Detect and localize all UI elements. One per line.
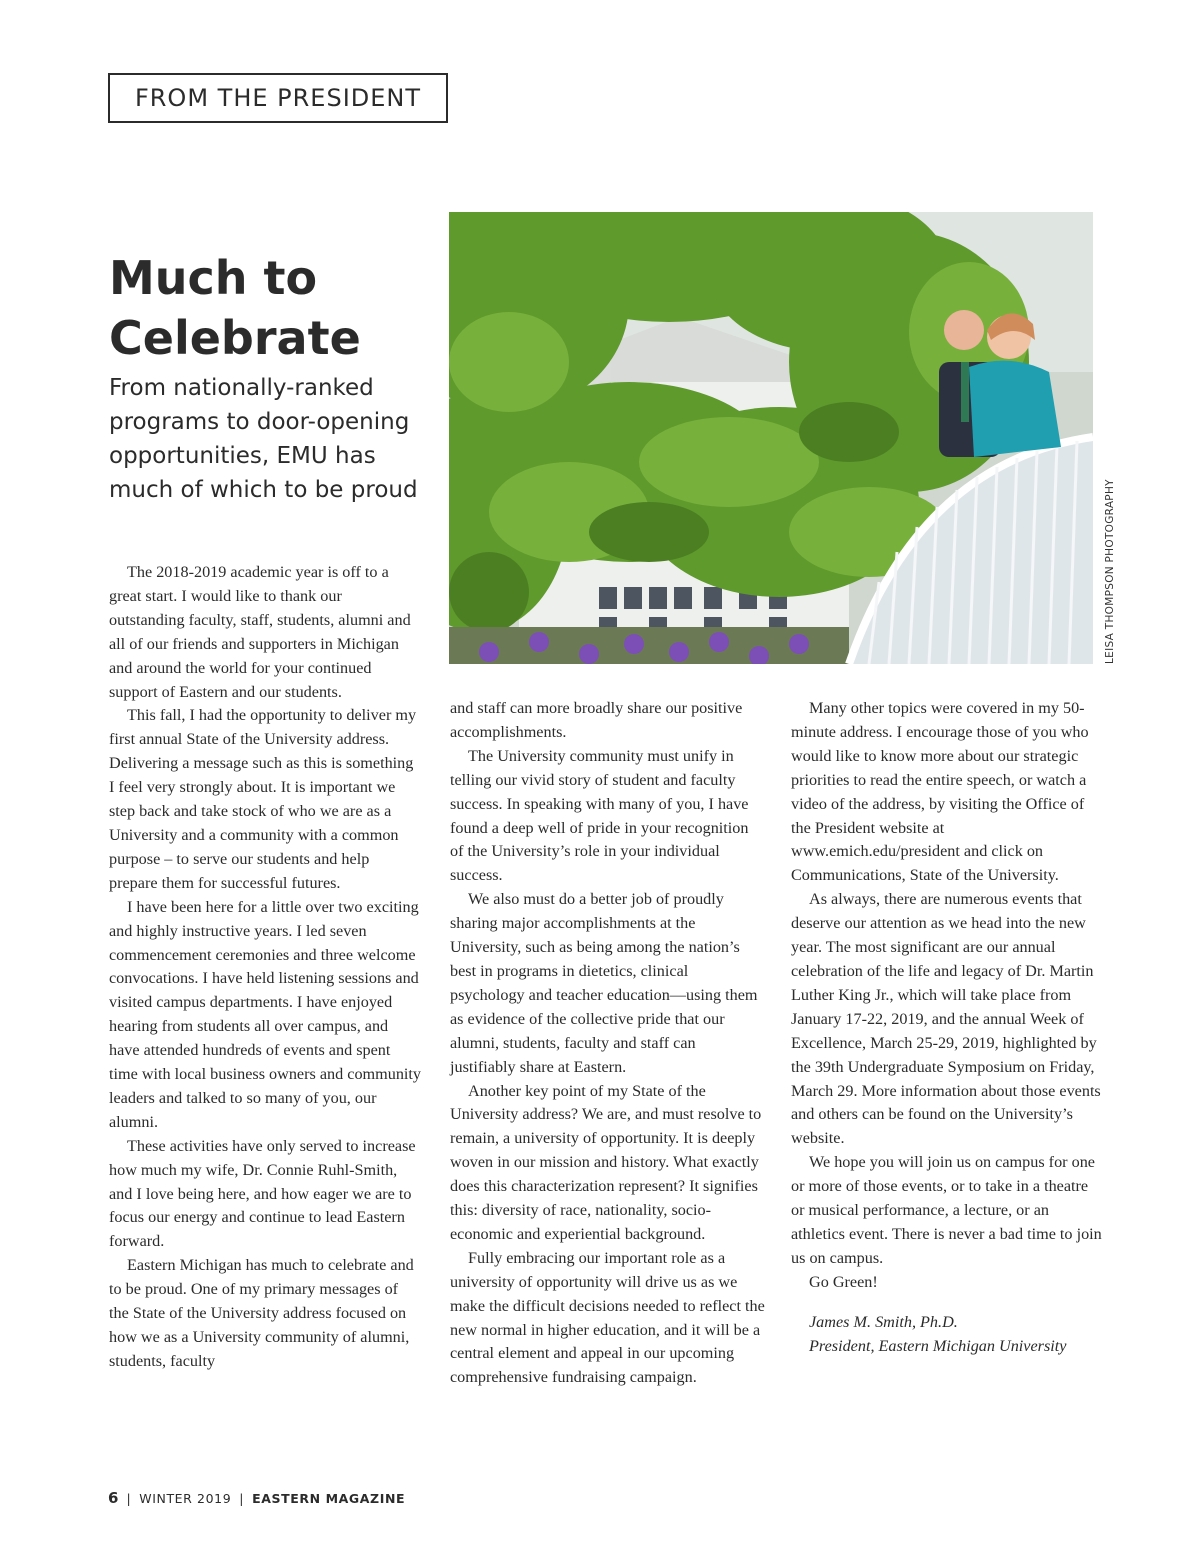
paragraph: These activities have only served to increase how much my wife, Dr. Connie Ruhl-Smith, and I love being here, and how eager we are to focus our energy and continue to lead Eastern forward. [109, 1136, 416, 1251]
photo-credit-text: LEISA THOMPSON PHOTOGRAPHY [1104, 479, 1116, 664]
issue-label: WINTER 2019 [139, 1491, 232, 1506]
headline: Much to Celebrate [109, 251, 361, 365]
signature-title: President, Eastern Michigan University [809, 1336, 1067, 1355]
footer-separator: | [239, 1491, 245, 1506]
paragraph: and staff can more broadly share our positive accomplishments. [450, 699, 743, 741]
section-label: FROM THE PRESIDENT [108, 73, 448, 123]
signature [791, 1311, 1103, 1359]
signature-name: James M. Smith, Ph.D. [809, 1312, 958, 1331]
article-column-3 [791, 697, 1103, 1358]
paragraph: Fully embracing our important role as a university of opportunity will drive us as we make the difficult decisions needed to reflect the new normal in higher education, and it will be a central element and appeal in our upcoming comprehensive fundraising campaign. [450, 1248, 765, 1387]
paragraph: Many other topics were covered in my 50-minute address. I encourage those of you who would like to know more about our strategic priorities to read the entire speech, or watch a video of the address, by visiting the Office of the President website at www.emich.edu/president and click on Communications, State of the University. [791, 699, 1089, 885]
paragraph: I have been here for a little over two exciting and highly instructive years. I led seven commencement ceremonies and three welcome convocations. I have held listening sessions and visited campus departments. I have enjoyed hearing from students all over campus, and have attended hundreds of events and spent time with local business owners and community leaders and talked to so many of you, our alumni. [109, 897, 422, 1131]
paragraph: Another key point of my State of the University address? We are, and must resolve to remain, a university of opportunity. It is deeply woven in our mission and history. What exactly does this characterization represent? It signifies this: diversity of race, nationality, socio-economic and experiential background. [450, 1081, 762, 1243]
page-footer [108, 1489, 405, 1507]
deck: From nationally-ranked programs to door-opening opportunities, EMU has much of which to be proud [109, 375, 418, 503]
paragraph: We also must do a better job of proudly sharing major accomplishments at the University, such as being among the nation’s best in programs in dietetics, clinical psychology and teacher education—using them as evidence of the collective pride that our alumni, students, faculty and staff can justifiably share at Eastern. [450, 890, 758, 1076]
paragraph: Eastern Michigan has much to celebrate and to be proud. One of my primary messages of the State of the University address focused on how we as a University community of alumni, students, faculty [109, 1256, 414, 1370]
paragraph: The 2018-2019 academic year is off to a great start. I would like to thank our outstanding faculty, staff, students, alumni and all of our friends and supporters in Michigan and around the world for your continued support of Eastern and our students. [109, 563, 411, 701]
president-photo [449, 212, 1093, 664]
paragraph: This fall, I had the opportunity to deliver my first annual State of the University address. Delivering a message such as this is something I feel very strongly about. It is important we step back and take stock of who we are as a University and a community with a common purpose – to serve our students and help prepare them for successful futures. [109, 706, 417, 892]
paragraph: As always, there are numerous events that deserve our attention as we head into the new year. The most significant are our annual celebration of the life and legacy of Dr. Martin Luther King Jr., which will take place from January 17-22, 2019, and the annual Week of Excellence, March 25-29, 2019, highlighted by the 39th Undergraduate Symposium on Friday, March 29. More information about those events and others can be found on the University’s website. [791, 890, 1101, 1148]
article-column-1 [109, 561, 421, 1374]
photo-credit [1094, 456, 1114, 664]
footer-separator: | [126, 1491, 132, 1506]
magazine-name: EASTERN MAGAZINE [252, 1491, 406, 1506]
paragraph: Go Green! [809, 1272, 878, 1291]
page-number: 6 [108, 1489, 119, 1507]
paragraph: The University community must unify in telling our vivid story of student and faculty success. In speaking with many of you, I have found a deep well of pride in your recognition of the University’s role in your individual success. [450, 746, 749, 885]
article-column-2 [450, 697, 765, 1390]
paragraph: We hope you will join us on campus for one or more of those events, or to take in a theatre or musical performance, a lecture, or an athletics event. There is never a bad time to join us on campus. [791, 1153, 1102, 1267]
